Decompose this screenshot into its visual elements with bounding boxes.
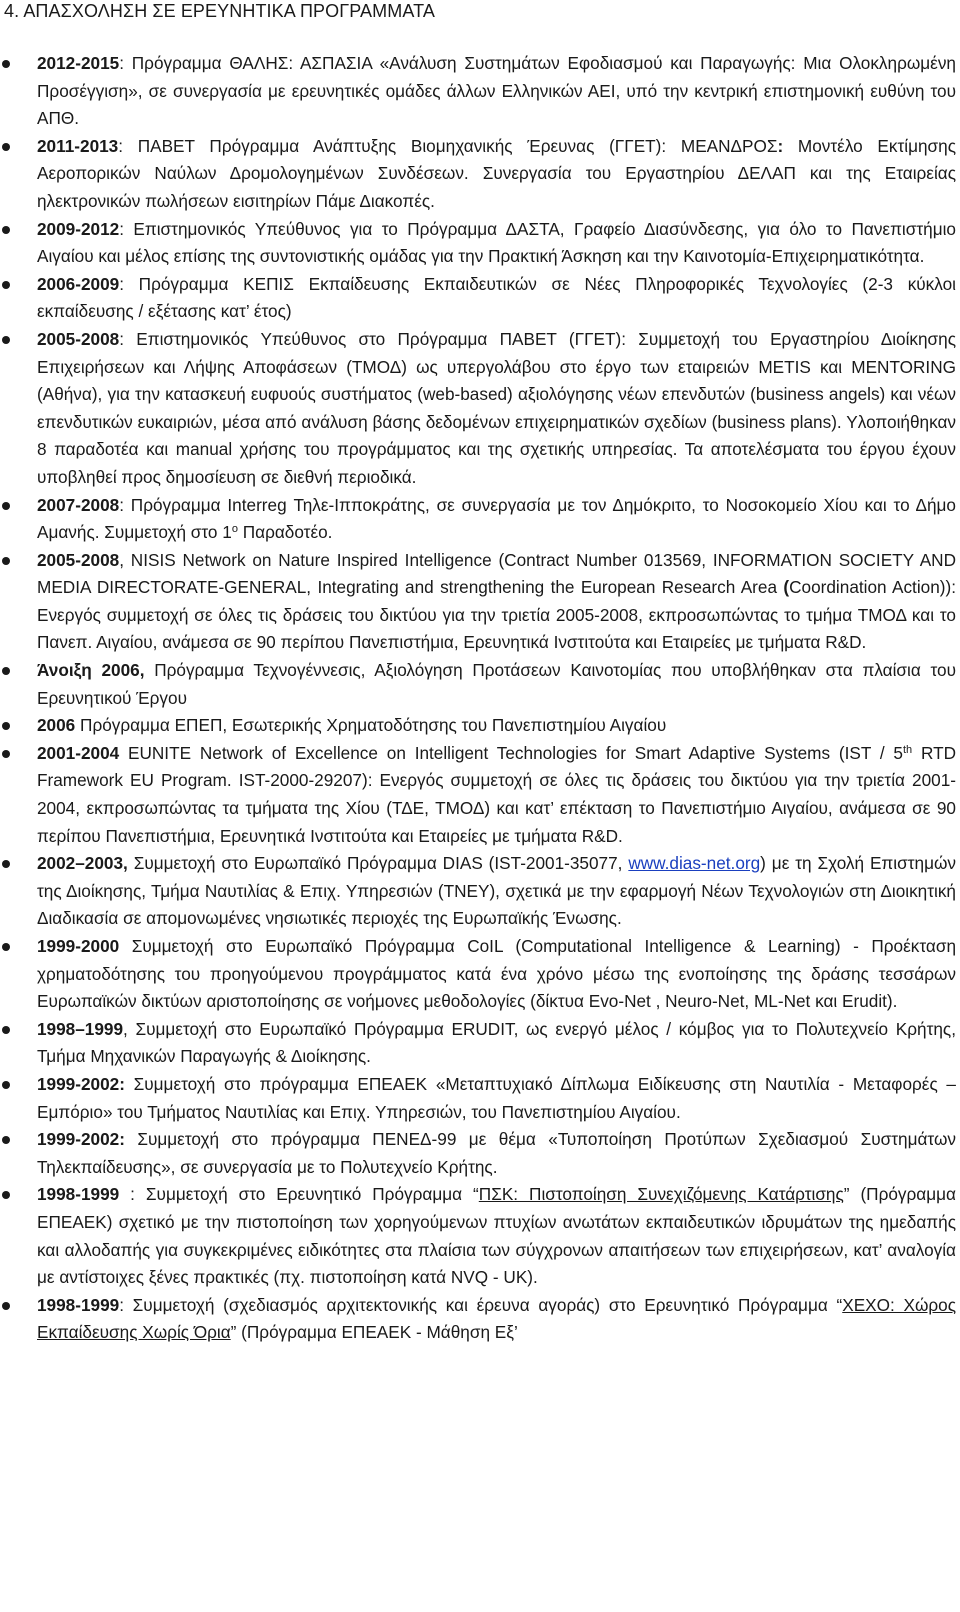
- item-year: 2006-2009: [37, 273, 120, 294]
- list-item: [0, 492, 960, 547]
- list-item: [0, 933, 960, 1016]
- bullet-icon: [2, 722, 10, 730]
- item-text: , Συμμετοχή στο Ευρωπαϊκό Πρόγραμμα ERUDIT, ως ενεργό μέλος / κόμβος για το Πολυτεχνείο Κρήτης, Τμήμα Μηχανικών Παραγωγής & Διοίκησης.: [37, 1018, 956, 1067]
- item-superscript: ο: [231, 523, 238, 536]
- item-text: : Επιστημονικός Υπεύθυνος στο Πρόγραμμα ΠΑΒΕΤ (ΓΓΕΤ): Συμμετοχή του Εργαστηρίου Διοίκησης Επιχειρήσεων και Λήψης Αποφάσεων (ΤΜΟΔ) ως υπεργολάβου στο έργο των εταιρειών METIS και MENTORING (Αθήνα), για την κατασκευή ευφυούς συστήματος (web-based) αξιολόγησης νέων επενδυτών (business angels) και νέων επενδυτικών ευκαιριών, μέσα από ανάλυση βάσης δεδομένων επιχειρηματικών σχεδίων (business plans). Υλοποιήθηκαν 8 παραδοτέα και manual χρήσης του προγράμματος και της σχετικής υπηρεσίας. Τα αποτελέσματα του έργου έχουν υποβληθεί προς δημοσίευση σε διεθνή περιοδικά.: [37, 328, 956, 487]
- list-item: [0, 50, 960, 133]
- item-text-bold: (: [783, 577, 790, 598]
- item-text: RTD Framework EU Program. IST-2000-29207): Ενεργός συμμετοχή σε όλες τις δράσεις του δικτύου για την τριετία 2001-2004, εκπροσωπώντας τα τμήματα της Χίου (ΤΔΕ, ΤΜΟΔ) και κατ’ επέκταση το Πανεπιστήμιο Αιγαίου, ανάμεσα σε 90 περίπου Πανεπιστήμια, Ερευνητικά Ινστιτούτα και Εταιρείες με τμήματα R&D.: [37, 742, 956, 846]
- list-item: [0, 547, 960, 657]
- list-item: [0, 216, 960, 271]
- item-year: 1999-2000: [37, 936, 120, 956]
- item-year: 2002–2003,: [37, 853, 128, 874]
- bullet-icon: [2, 226, 10, 234]
- list-item: [0, 1292, 960, 1347]
- item-year: 1998-1999: [37, 1184, 120, 1205]
- list-item: [0, 1016, 960, 1071]
- item-year: 2005-2008: [37, 328, 120, 349]
- item-year: 1999-2002:: [37, 1129, 125, 1150]
- bullet-icon: [2, 557, 10, 565]
- item-text: Συμμετοχή στο πρόγραμμα ΠΕΝΕΔ-99 με θέμα «Τυποποίηση Προτύπων Σχεδιασμού Συστημάτων Τηλεκπαίδευσης», σε συνεργασία με το Πολυτεχνείο Κρήτης.: [37, 1129, 956, 1177]
- bullet-icon: [2, 1302, 10, 1310]
- item-text: ” (Πρόγραμμα ΕΠΕΑΕΚ) σχετικό με την πιστοποίηση των χορηγούμενων πτυχίων ανωτάτων εκπαιδευτικών ιδρυμάτων της ημεδαπής και αλλοδαπής για συγκεκριμένες ειδικότητες στα πλαίσια των σύγχρονων απαιτήσεων των επιχειρήσεων, κατ’ αναλογία με αντίστοιχες ξένες πρακτικές (πχ. πιστοποίηση κατά NVQ - UK).: [37, 1184, 956, 1288]
- item-year: 2001-2004: [37, 742, 120, 763]
- item-superscript: th: [902, 743, 913, 756]
- item-year: Άνοιξη 2006,: [37, 660, 145, 681]
- section-heading: 4. ΑΠΑΣΧΟΛΗΣΗ ΣΕ ΕΡΕΥΝΗΤΙΚΑ ΠΡΟΓΡΑΜΜΑΤΑ: [4, 1, 435, 21]
- item-text: : Πρόγραμμα Interreg Τηλε-Ιπποκράτης, σε συνεργασία με τον Δημόκριτο, το Νοσοκομείο Χίου και το Δήμο Αμανής. Συμμετοχή στο 1: [37, 494, 956, 543]
- bullet-icon: [2, 1081, 10, 1089]
- bullet-icon: [2, 1026, 10, 1034]
- program-title-underlined: ΧΕΧΟ: Χώρος Εκπαίδευσης Χωρίς Όρια: [37, 1294, 956, 1343]
- dias-net-link[interactable]: www.dias-net.org: [628, 853, 761, 874]
- item-text: : ΠΑΒΕΤ Πρόγραμμα Ανάπτυξης Βιομηχανικής Έρευνας (ΓΓΕΤ): ΜΕΑΝΔΡΟΣ: [118, 135, 778, 156]
- bullet-icon: [2, 60, 10, 68]
- item-year: 2005-2008: [37, 549, 120, 570]
- item-text: Μοντέλο Εκτίμησης Αεροπορικών Ναύλων Δρομολογημένων Συνδέσεων. Συνεργασία του Εργαστηρίου ΔΕΛΑΠ και της Εταιρείας ηλεκτρονικών πωλήσεων εισιτηρίων Πάμε Διακοπές.: [37, 135, 956, 211]
- list-item: [0, 712, 960, 740]
- item-text: Παραδοτέο.: [237, 522, 333, 543]
- bullet-icon: [2, 860, 10, 868]
- item-text: : Επιστημονικός Υπεύθυνος για το Πρόγραμμα ΔΑΣΤΑ, Γραφείο Διασύνδεσης, για όλο το Πανεπιστήμιο Αιγαίου και μέλος επίσης της συντονιστικής ομάδας για την Πρακτική Άσκηση και την Καινοτομία-Επιχειρηματικότητα.: [37, 218, 956, 267]
- item-year: 2011-2013: [37, 135, 119, 156]
- bullet-icon: [2, 1191, 10, 1199]
- item-text-bold: :: [777, 135, 784, 156]
- item-text: EUNITE Network of Excellence on Intelligent Technologies for Smart Adaptive Systems (IST / 5: [119, 742, 903, 763]
- bullet-icon: [2, 1136, 10, 1144]
- item-year: 2007-2008: [37, 494, 120, 515]
- item-text: ” (Πρόγραμμα ΕΠΕΑΕΚ - Μάθηση Εξ’: [230, 1322, 518, 1343]
- list-item: [0, 271, 960, 326]
- item-text: : Συμμετοχή στο Ερευνητικό Πρόγραμμα “: [119, 1184, 479, 1205]
- item-year: 2012-2015: [37, 53, 120, 73]
- item-year: 2009-2012: [37, 218, 120, 239]
- bullet-icon: [2, 143, 10, 151]
- list-item: [0, 850, 960, 933]
- bullet-icon: [2, 336, 10, 344]
- list-item: [0, 657, 960, 712]
- bullet-icon: [2, 943, 10, 951]
- item-text: : Συμμετοχή (σχεδιασμός αρχιτεκτονικής και έρευνα αγοράς) στο Ερευνητικό Πρόγραμμα “: [119, 1294, 843, 1315]
- item-text: Συμμετοχή στο Ευρωπαϊκό Πρόγραμμα DIAS (IST-2001-35077,: [127, 853, 629, 874]
- list-item: [0, 326, 960, 492]
- item-text: Πρόγραμμα Τεχνογέννεσις, Αξιολόγηση Προτάσεων Καινοτομίας που υποβλήθηκαν στα πλαίσια του Ερευνητικού Έργου: [37, 660, 957, 708]
- item-text: Συμμετοχή στο πρόγραμμα ΕΠΕΑΕΚ «Μεταπτυχιακό Δίπλωμα Ειδίκευσης στη Ναυτιλία - Μεταφορές – Εμπόριο» του Τμήματος Ναυτιλίας και Επιχ. Υπηρεσιών, του Πανεπιστημίου Αιγαίου.: [37, 1073, 956, 1122]
- research-programs-list: [0, 50, 960, 1347]
- program-title-underlined: ΠΣΚ: Πιστοποίηση Συνεχιζόμενης Κατάρτισης: [478, 1184, 844, 1205]
- item-text: Coordination Action)): Ενεργός συμμετοχή σε όλες τις δράσεις του δικτύου για την τριετία 2005-2008, εκπροσωπώντας το τμήμα ΤΜΟΔ και το Πανεπ. Αιγαίου, ανάμεσα σε 90 περίπου Πανεπιστήμια, Ερευνητικά Ινστιτούτα και Εταιρείες με τμήματα R&D.: [37, 577, 956, 653]
- item-text: ) με τη Σχολή Επιστημών της Διοίκησης, Τμήμα Ναυτιλίας & Επιχ. Υπηρεσιών (ΤΝΕΥ), σχετικά με την εφαρμογή Νέων Τεχνολογιών στη Διοικητική Διαδικασία σε απομονωμένες νησιωτικές περιοχές της Ευρωπαϊκής Ένωσης.: [37, 853, 956, 929]
- item-year: 1998–1999: [37, 1018, 124, 1039]
- list-item: [0, 133, 960, 216]
- bullet-icon: [2, 750, 10, 758]
- list-item: [0, 1126, 960, 1181]
- item-text: : Πρόγραμμα ΘΑΛΗΣ: ΑΣΠΑΣΙΑ «Ανάλυση Συστημάτων Εφοδιασμού και Παραγωγής: Μια Ολοκληρωμένη Προσέγγιση», σε συνεργασία με ερευνητικές ομάδες άλλων Ελληνικών ΑΕΙ, υπό την κεντρική επιστημονική ευθύνη του ΑΠΘ.: [37, 53, 956, 129]
- list-item: [0, 1181, 960, 1291]
- bullet-icon: [2, 667, 10, 675]
- list-item: [0, 740, 960, 850]
- item-text: , NISIS Network on Nature Inspired Intelligence (Contract Number 013569, INFORMATION SOCIETY AND MEDIA DIRECTORATE-GENERAL, Integrating and strengthening the European Research Area: [37, 549, 956, 598]
- item-text: Συμμετοχή στο Ευρωπαϊκό Πρόγραμμα CoIL (Computational Intelligence & Learning) - Προέκταση χρηματοδότησης του προηγούμενου προγράμματος κατά ένα χρόνο μέσω της ενοποίησης της δράσης τεσσάρων Ευρωπαϊκών δικτύων αριστοποίησης σε νοήμονες μεθοδολογίες (δίκτυα Evo-Net , Neuro-Net, ML-Net και Erudit).: [37, 936, 956, 1012]
- item-year: 2006: [37, 715, 76, 736]
- list-item: [0, 1071, 960, 1126]
- item-year: 1999-2002:: [37, 1073, 125, 1094]
- bullet-icon: [2, 502, 10, 510]
- item-text: : Πρόγραμμα ΚΕΠΙΣ Εκπαίδευσης Εκπαιδευτικών σε Νέες Πληροφορικές Τεχνολογίες (2-3 κύκλοι εκπαίδευσης / εξέτασης κατ’ έτος): [37, 273, 956, 322]
- item-year: 1998-1999: [37, 1294, 120, 1315]
- item-text: Πρόγραμμα ΕΠΕΠ, Εσωτερικής Χρηματοδότησης του Πανεπιστημίου Αιγαίου: [75, 715, 667, 736]
- bullet-icon: [2, 281, 10, 289]
